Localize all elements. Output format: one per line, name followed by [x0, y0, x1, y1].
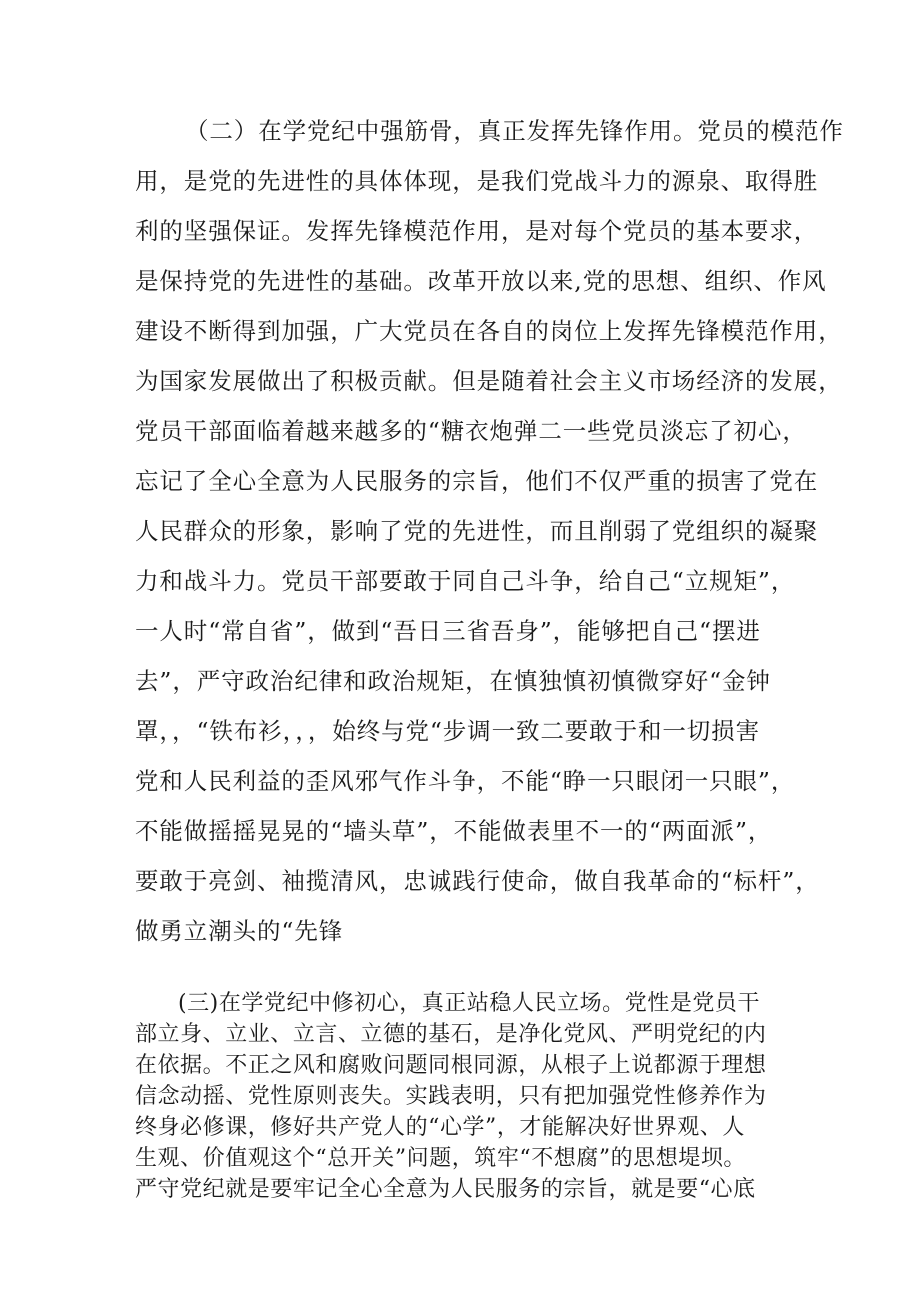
text-line: (三)在学党纪中修初心，真正站稳人民立场。党性是党员干 — [178, 991, 761, 1016]
text-line: 力和战斗力。党员干部要敢于同自己斗争，给自己“立规矩”， — [135, 567, 796, 595]
text-line: 党和人民利益的歪风邪气作斗争，不能“睁一只眼闭一只眼”， — [135, 767, 796, 795]
text-line: 是保持党的先进性的基础。改革开放以来,党的思想、组织、作风 — [135, 267, 827, 295]
text-line: 人民群众的形象，影响了党的先进性，而且削弱了党组织的凝聚 — [135, 517, 819, 545]
text-line: 用，是党的先进性的具体体现，是我们党战斗力的源泉、取得胜 — [135, 167, 819, 195]
text-line: 终身必修课，修好共产党人的“心学”，才能解决好世界观、人 — [135, 1115, 745, 1140]
text-line: 严守党纪就是要牢记全心全意为人民服务的宗旨，就是要“心底 — [135, 1177, 756, 1202]
text-line: 党员干部面临着越来越多的“糖衣炮弹二一些党员淡忘了初心， — [135, 417, 807, 445]
text-line: 不能做摇摇晃晃的“墙头草”，不能做表里不一的“两面派”， — [135, 817, 773, 845]
text-line: （二）在学党纪中强筋骨，真正发挥先锋作用。党员的模范作 — [185, 117, 844, 145]
text-line: 一人时“常自省”，做到“吾日三省吾身”，能够把自己“摆进 — [135, 617, 761, 645]
text-line: 要敢于亮剑、袖揽清风，忠诚践行使命，做自我革命的“标杆”， — [135, 867, 820, 895]
text-line: 忘记了全心全意为人民服务的宗旨，他们不仅严重的损害了党在 — [135, 467, 819, 495]
text-line: 利的坚强保证。发挥先锋模范作用，是对每个党员的基本要求， — [135, 217, 819, 245]
text-line: 为国家发展做出了积极贡献。但是随着社会主义市场经济的发展， — [135, 367, 843, 395]
text-line: 生观、价值观这个“总开关”问题，筑牢“不想腐”的思想堤坝。 — [135, 1146, 746, 1171]
text-line: 在依据。不正之风和腐败问题同根同源，从根子上说都源于理想 — [135, 1053, 767, 1078]
text-line: 建设不断得到加强，广大党员在各自的岗位上发挥先锋模范作用， — [135, 317, 843, 345]
text-line: 部立身、立业、立言、立德的基石，是净化党风、严明党纪的内 — [135, 1022, 767, 1047]
text-line: 去”，严守政治纪律和政治规矩，在慎独慎初慎微穿好“金钟 — [135, 667, 771, 695]
text-line: 罩，，“铁布衫，，，始终与党“步调一致二要敢于和一切损害 — [135, 717, 760, 745]
text-line: 做勇立潮头的“先锋 — [135, 917, 344, 945]
text-line: 信念动摇、党性原则丧失。实践表明，只有把加强党性修养作为 — [135, 1084, 767, 1109]
